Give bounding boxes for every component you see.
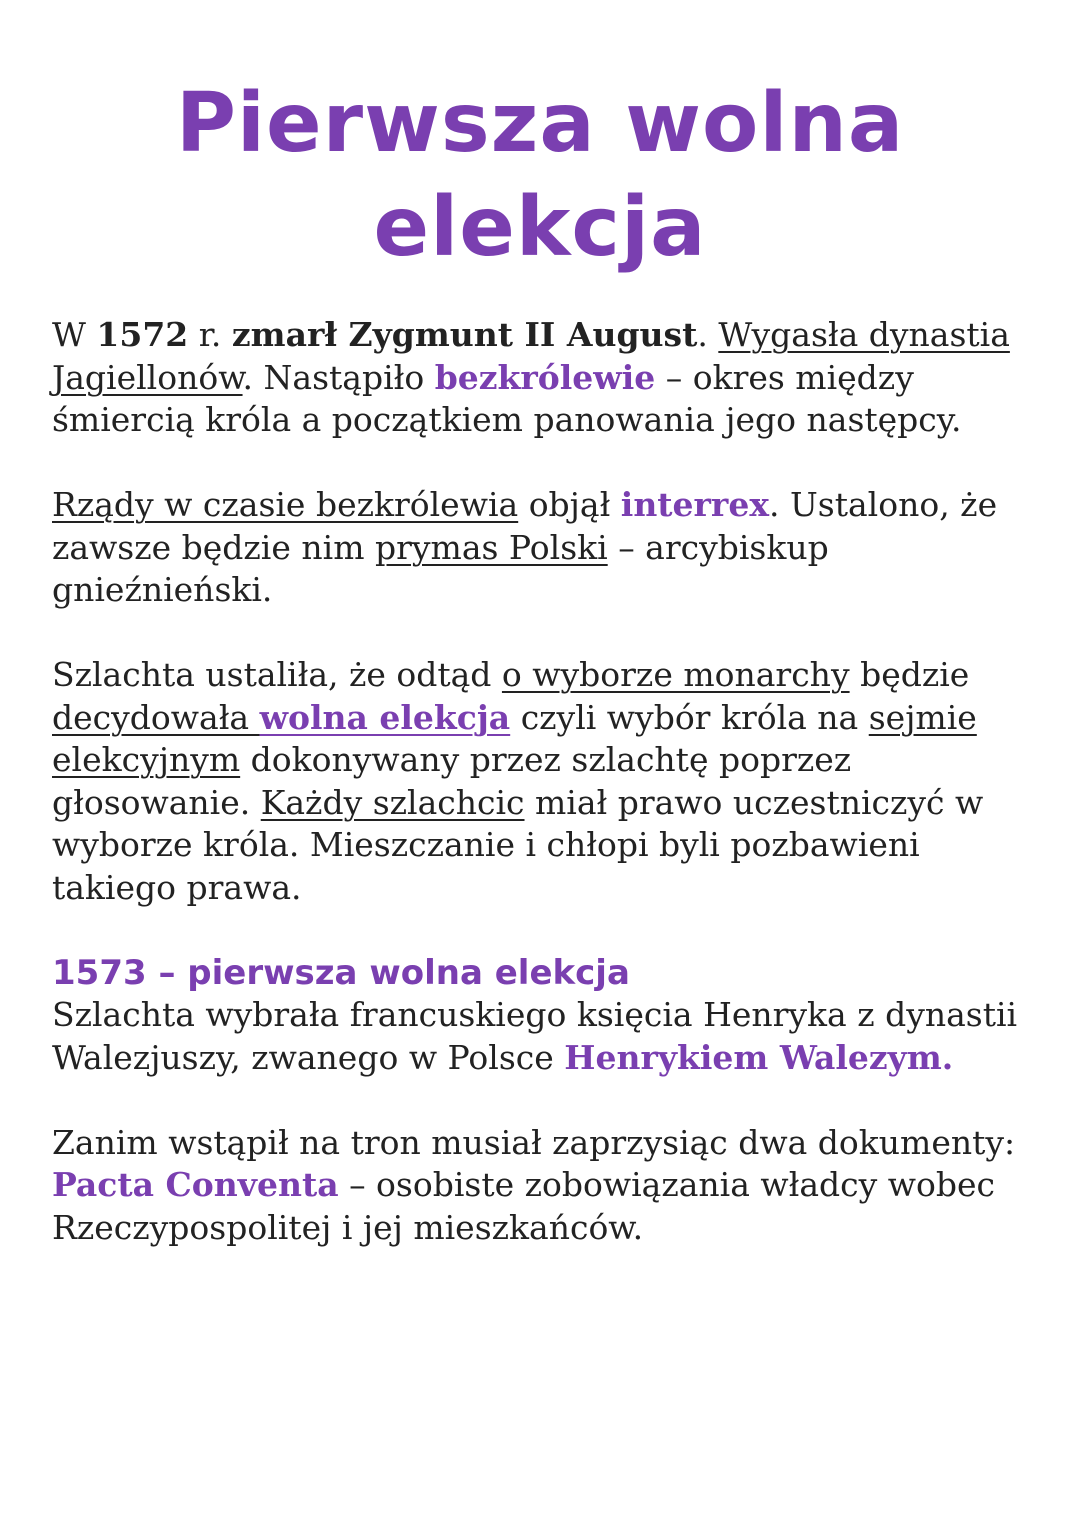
henryk-walezy-name: Henrykiem Walezym. [564,1037,954,1077]
page-title [0,72,1080,280]
year-1572: 1572 [96,315,189,354]
rule-phrase: Rządy w czasie bezkrólewia [52,485,519,524]
title-line-2: elekcja [373,180,707,275]
monarch-choice-phrase: o wyborze monarchy [501,655,850,694]
term-bezkrolewie: bezkrólewie [434,357,656,397]
paragraph-king-death: W 1572 r. zmarł Zygmunt II August. Wygasła dynastia Jagiellonów. Nastąpiło bezkrólewie – okres między śmiercią króla a początkiem panowania jego następcy. [52,315,1010,439]
paragraph-free-election: Szlachta ustaliła, że odtąd o wyborze monarchy będzie decydowała wolna elekcja czyli wybór króla na sejmie elekcyjnym dokonywany przez szlachtę poprzez głosowanie. Każdy szlachcic miał prawo uczestniczyć w wyborze króla. Mieszczanie i chłopi byli pozbawieni takiego prawa. [52,655,984,907]
paragraph-interrex: Rządy w czasie bezkrólewia objął interrex. Ustalono, że zawsze będzie nim prymas Polski – arcybiskup gnieźnieński. [52,485,998,609]
term-interrex: interrex [620,485,769,524]
election-sejm-phrase: sejmie elekcyjnym [52,697,977,779]
dynasty-extinct-phrase: Wygasła dynastia Jagiellonów [52,315,1010,397]
primate-phrase: prymas Polski [374,527,608,567]
section-heading: 1573 – pierwsza wolna elekcja [52,952,630,993]
decided-phrase: decydowała [52,697,260,737]
term-pacta-conventa: Pacta Conventa [52,1165,339,1204]
term-wolna-elekcja: wolna elekcja [259,697,511,737]
every-noble-phrase: Każdy szlachcic [260,782,525,822]
paragraph-documents [52,1122,1052,1250]
title-line-1: Pierwsza wolna [175,76,905,171]
king-death-phrase: zmarł Zygmunt II August [231,315,698,354]
section-first-election: 1573 – pierwsza wolna elekcja Szlachta wybrała francuskiego księcia Henryka z dynastii Walezjuszy, zwanego w Polsce Henrykiem Walezym. [52,952,1018,1077]
pacta-conventa-definition: – osobiste zobowiązania władcy wobec Rzeczypospolitej i jej mieszkańców. [52,1165,995,1247]
document-body [52,314,1052,1249]
documents-intro: Zanim wstąpił na tron musiał zaprzysiąc dwa dokumenty: [52,1122,1016,1162]
